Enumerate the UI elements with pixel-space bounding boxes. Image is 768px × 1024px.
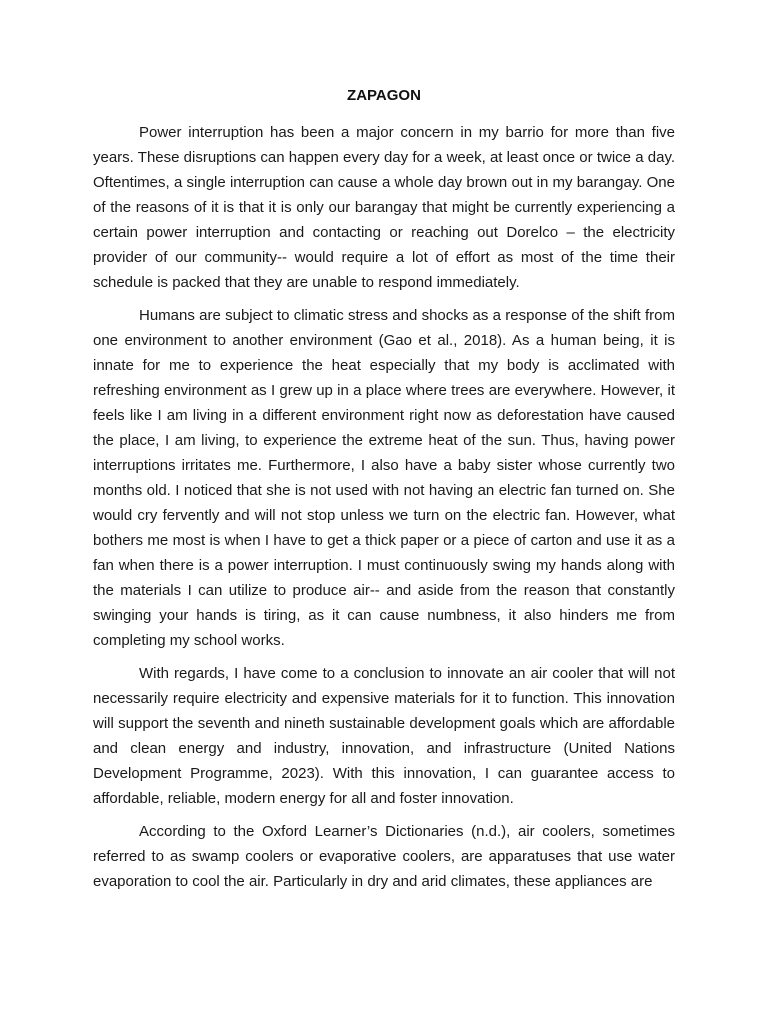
document-body — [93, 86, 675, 902]
paragraph-power-interruption: Power interruption has been a major concern in my barrio for more than five years. These disruptions can happen every day for a week, at least once or twice a day. Oftentimes, a single interruption can cause a whole day brown out in my barangay. One of the reasons of it is that it is only our barangay that might be currently experiencing a certain power interruption and contacting or reaching out Dorelco – the electricity provider of our community-- would require a lot of effort as most of the time their schedule is packed that they are unable to respond immediately. — [93, 124, 675, 291]
paragraph-air-cooler-definition: According to the Oxford Learner’s Dictionaries (n.d.), air coolers, sometimes referred to as swamp coolers or evaporative coolers, are apparatuses that use water evaporation to cool the air. Particularly in dry and arid climates, these appliances are — [93, 823, 675, 890]
document-title: ZAPAGON — [347, 87, 421, 104]
paragraph-climatic-stress: Humans are subject to climatic stress and shocks as a response of the shift from one environment to another environment (Gao et al., 2018). As a human being, it is innate for me to experience the heat especially that my body is acclimated with refreshing environment as I grew up in a place where trees are everywhere. However, it feels like I am living in a different environment right now as deforestation have caused the place, I am living, to experience the extreme heat of the sun. Thus, having power interruptions irritates me. Furthermore, I also have a baby sister whose currently two months old. I noticed that she is not used with not having an electric fan turned on. She would cry fervently and will not stop unless we turn on the electric fan. However, what bothers me most is when I have to get a thick paper or a piece of carton and use it as a fan when there is a power interruption. I must continuously swing my hands along with the materials I can utilize to produce air-- and aside from the reason that constantly swinging your hands is tiring, as it can cause numbness, it also hinders me from completing my school works. — [93, 307, 675, 649]
paragraph-innovation: With regards, I have come to a conclusion to innovate an air cooler that will not necessarily require electricity and expensive materials for it to function. This innovation will support the seventh and nineth sustainable development goals which are affordable and clean energy and industry, innovation, and infrastructure (United Nations Development Programme, 2023). With this innovation, I can guarantee access to affordable, reliable, modern energy for all and foster innovation. — [93, 665, 675, 807]
